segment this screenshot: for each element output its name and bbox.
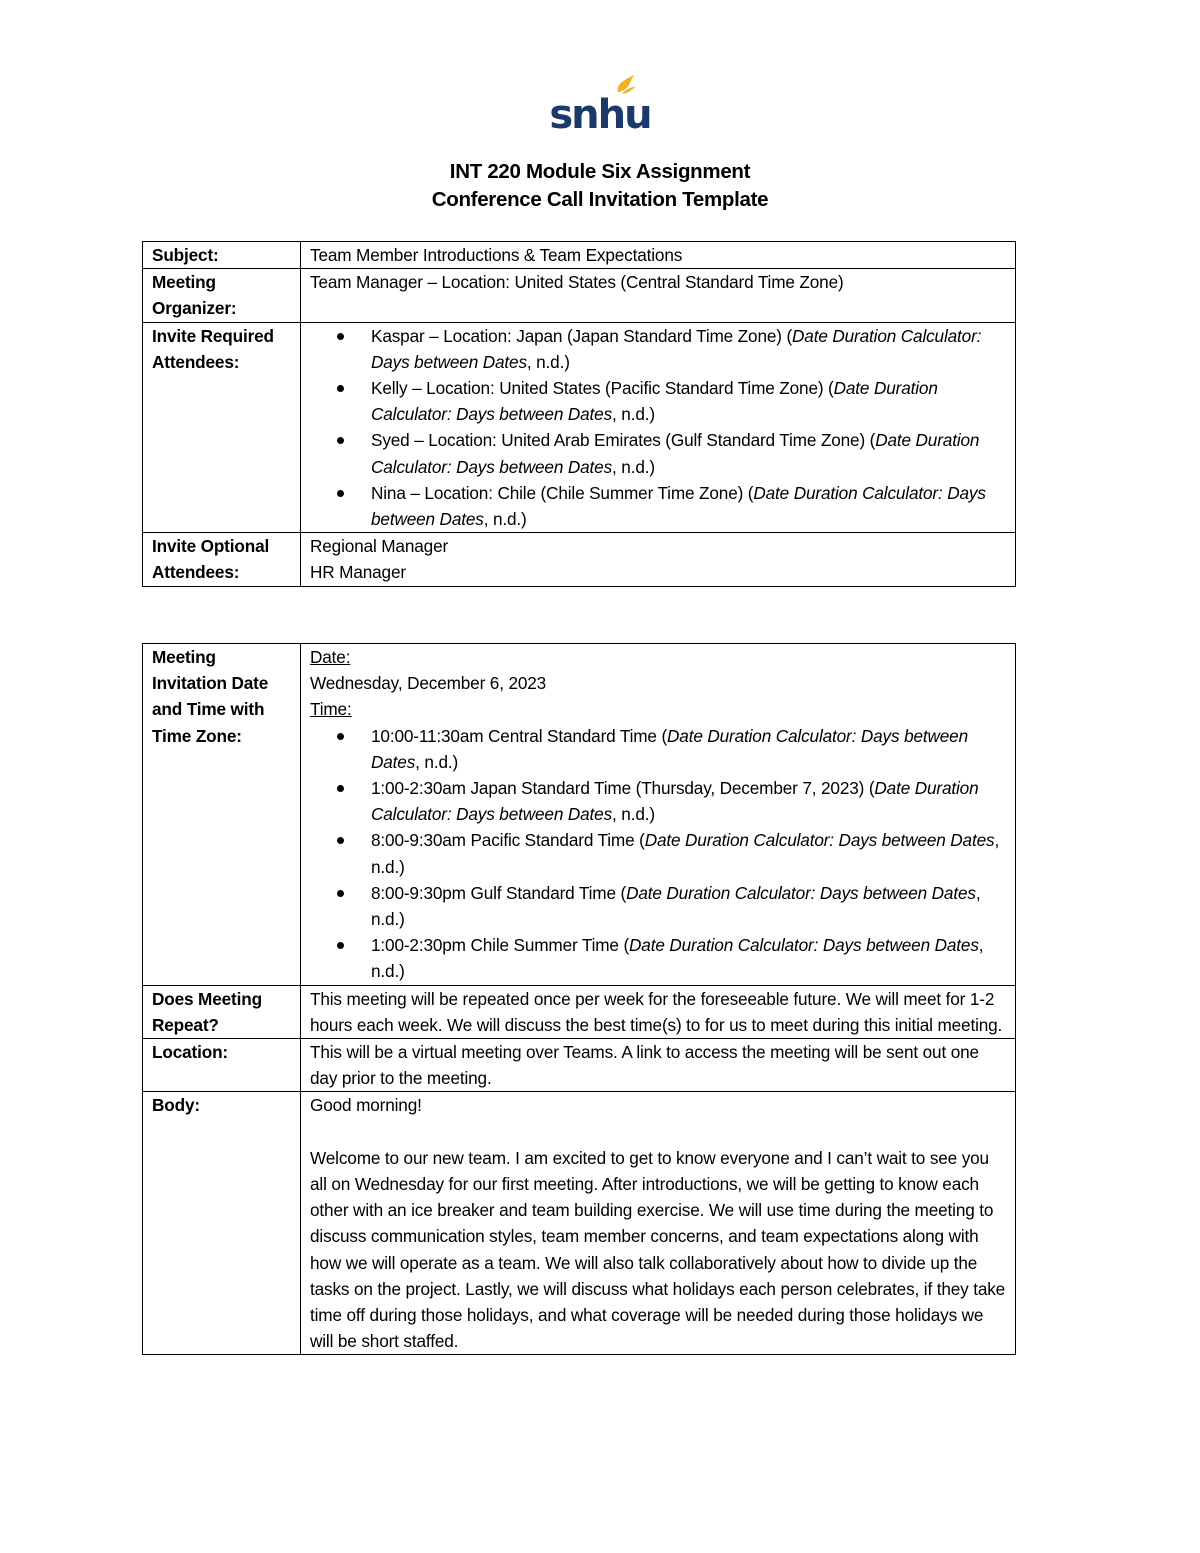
snhu-logo [0,72,1200,138]
date-time-value [301,644,1016,986]
list-item: Kelly – Location: United States (Pacific Standard Time Zone) (Date Duration Calculator: Days between Dates, n.d.) [371,375,1006,427]
snhu-logo-text: snhu [549,92,651,138]
document-title [0,158,1200,214]
invitation-table-details [142,643,1016,1355]
required-attendees-value [301,322,1016,533]
row-organizer [143,269,1016,322]
required-attendees-list [310,323,1006,533]
repeat-label: Does Meeting Repeat? [143,985,301,1038]
repeat-value: This meeting will be repeated once per week for the foreseeable future. We will meet for 1-2 hours each week. We will discuss the best time(s) to for us to meet during this initial meeting. [301,985,1016,1038]
row-optional-attendees [143,533,1016,586]
organizer-value: Team Manager – Location: United States (Central Standard Time Zone) [301,269,1016,322]
row-body [143,1092,1016,1355]
body-paragraph: Welcome to our new team. I am excited to get to know everyone and I can’t wait to see you all on Wednesday for our first meeting. After introductions, we will be getting to know each other with an ice breaker and team building exercise. We will use time during the meeting to discuss communication styles, team member concerns, and team expectations along with how we will operate as a team. We will also talk collaboratively about how to divide up the tasks on the project. Lastly, we will discuss what holidays each person celebrates, if they take time off during those holidays, and what coverage will be needed during those holidays we will be short staffed. [310,1147,1006,1352]
date-value: Wednesday, December 6, 2023 [310,673,547,694]
location-value: This will be a virtual meeting over Teams. A link to access the meeting will be sent out one day prior to the meeting. [301,1039,1016,1092]
row-location [143,1039,1016,1092]
list-item: 1:00-2:30am Japan Standard Time (Thursday, December 7, 2023) (Date Duration Calculator: Days between Dates, n.d.) [371,775,1006,827]
row-subject [143,242,1016,269]
optional-attendee: Regional Manager [310,536,449,557]
invitation-table-attendees [142,241,1016,587]
organizer-label: Meeting Organizer: [143,269,301,322]
subject-value: Team Member Introductions & Team Expectations [301,242,1016,269]
snhu-logo-mark [549,72,651,138]
subject-label: Subject: [143,242,301,269]
list-item: 8:00-9:30am Pacific Standard Time (Date Duration Calculator: Days between Dates, n.d.) [371,827,1006,879]
optional-attendees-label: Invite Optional Attendees: [143,533,301,586]
list-item: Nina – Location: Chile (Chile Summer Time Zone) (Date Duration Calculator: Days between Dates, n.d.) [371,480,1006,532]
body-greeting: Good morning! [310,1095,422,1116]
row-date-time [143,644,1016,986]
title-line-1: INT 220 Module Six Assignment [449,160,751,183]
optional-attendee: HR Manager [310,562,406,583]
optional-attendees-value [301,533,1016,586]
row-required-attendees [143,322,1016,533]
date-time-label: Meeting Invitation Date and Time with Time Zone: [143,644,301,986]
list-item: 8:00-9:30pm Gulf Standard Time (Date Duration Calculator: Days between Dates, n.d.) [371,880,1006,932]
date-heading: Date: [310,647,351,667]
body-label: Body: [143,1092,301,1355]
list-item: Kaspar – Location: Japan (Japan Standard Time Zone) (Date Duration Calculator: Days between Dates, n.d.) [371,323,1006,375]
list-item: Syed – Location: United Arab Emirates (Gulf Standard Time Zone) (Date Duration Calculator: Days between Dates, n.d.) [371,427,1006,479]
title-line-2: Conference Call Invitation Template [431,188,769,211]
time-heading: Time: [310,699,352,720]
required-attendees-label: Invite Required Attendees: [143,322,301,533]
row-repeat [143,985,1016,1038]
location-label: Location: [143,1039,301,1092]
list-item: 1:00-2:30pm Chile Summer Time (Date Duration Calculator: Days between Dates, n.d.) [371,932,1006,984]
time-zone-list [310,723,1006,985]
list-item: 10:00-11:30am Central Standard Time (Date Duration Calculator: Days between Dates, n.d.) [371,723,1006,775]
body-value [301,1092,1016,1355]
